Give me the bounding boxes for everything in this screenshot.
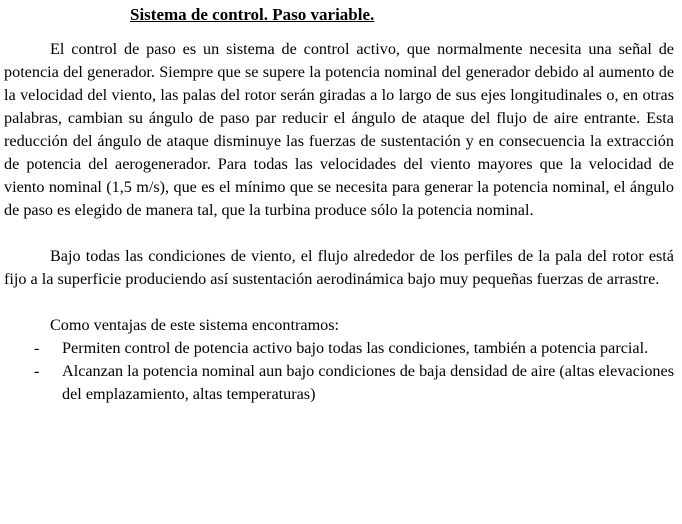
list-bullet: - — [34, 362, 40, 380]
paragraph-pitch-control: El control de paso es un sistema de control activo, que normalmente necesita una señal de potencia del generador. Siempre que se supere la potencia nominal del generador debido al aumento de la velocidad del viento, las palas del rotor serán giradas a lo largo de sus ejes longitudinales o, en otras palabras, cambian su ángulo de paso par reducir el ángulo de ataque del flujo de aire entrante. Esta reducción del ángulo de ataque disminuye las fuerzas de sustentación y en consecuencia la extracción de potencia del aerogenerador. Para todas las velocidades del viento mayores que la velocidad de viento nominal (1,5 m/s), que es el mínimo que se necesita para generar la potencia nominal, el ángulo de paso es elegido de manera tal, que la turbina produce sólo la potencia nominal. — [4, 40, 674, 219]
list-item-text: Permiten control de potencia activo bajo todas las condiciones, también a potencia parcial. — [62, 339, 649, 357]
list-item — [4, 337, 674, 360]
list-item-text: Alcanzan la potencia nominal aun bajo condiciones de baja densidad de aire (altas elevaciones del emplazamiento, altas temperaturas) — [62, 362, 674, 403]
paragraph-wind-conditions: Bajo todas las condiciones de viento, el flujo alrededor de los perfiles de la pala del rotor está fijo a la superficie produciendo así sustentación aerodinámica bajo muy pequeñas fuerzas de arrastre. — [4, 247, 674, 288]
list-bullet: - — [34, 339, 40, 357]
advantages-list — [4, 337, 674, 406]
list-intro: Como ventajas de este sistema encontramos: — [50, 316, 340, 334]
document-page — [4, 4, 674, 406]
list-item — [4, 360, 674, 406]
document-title: Sistema de control. Paso variable. — [130, 5, 375, 24]
